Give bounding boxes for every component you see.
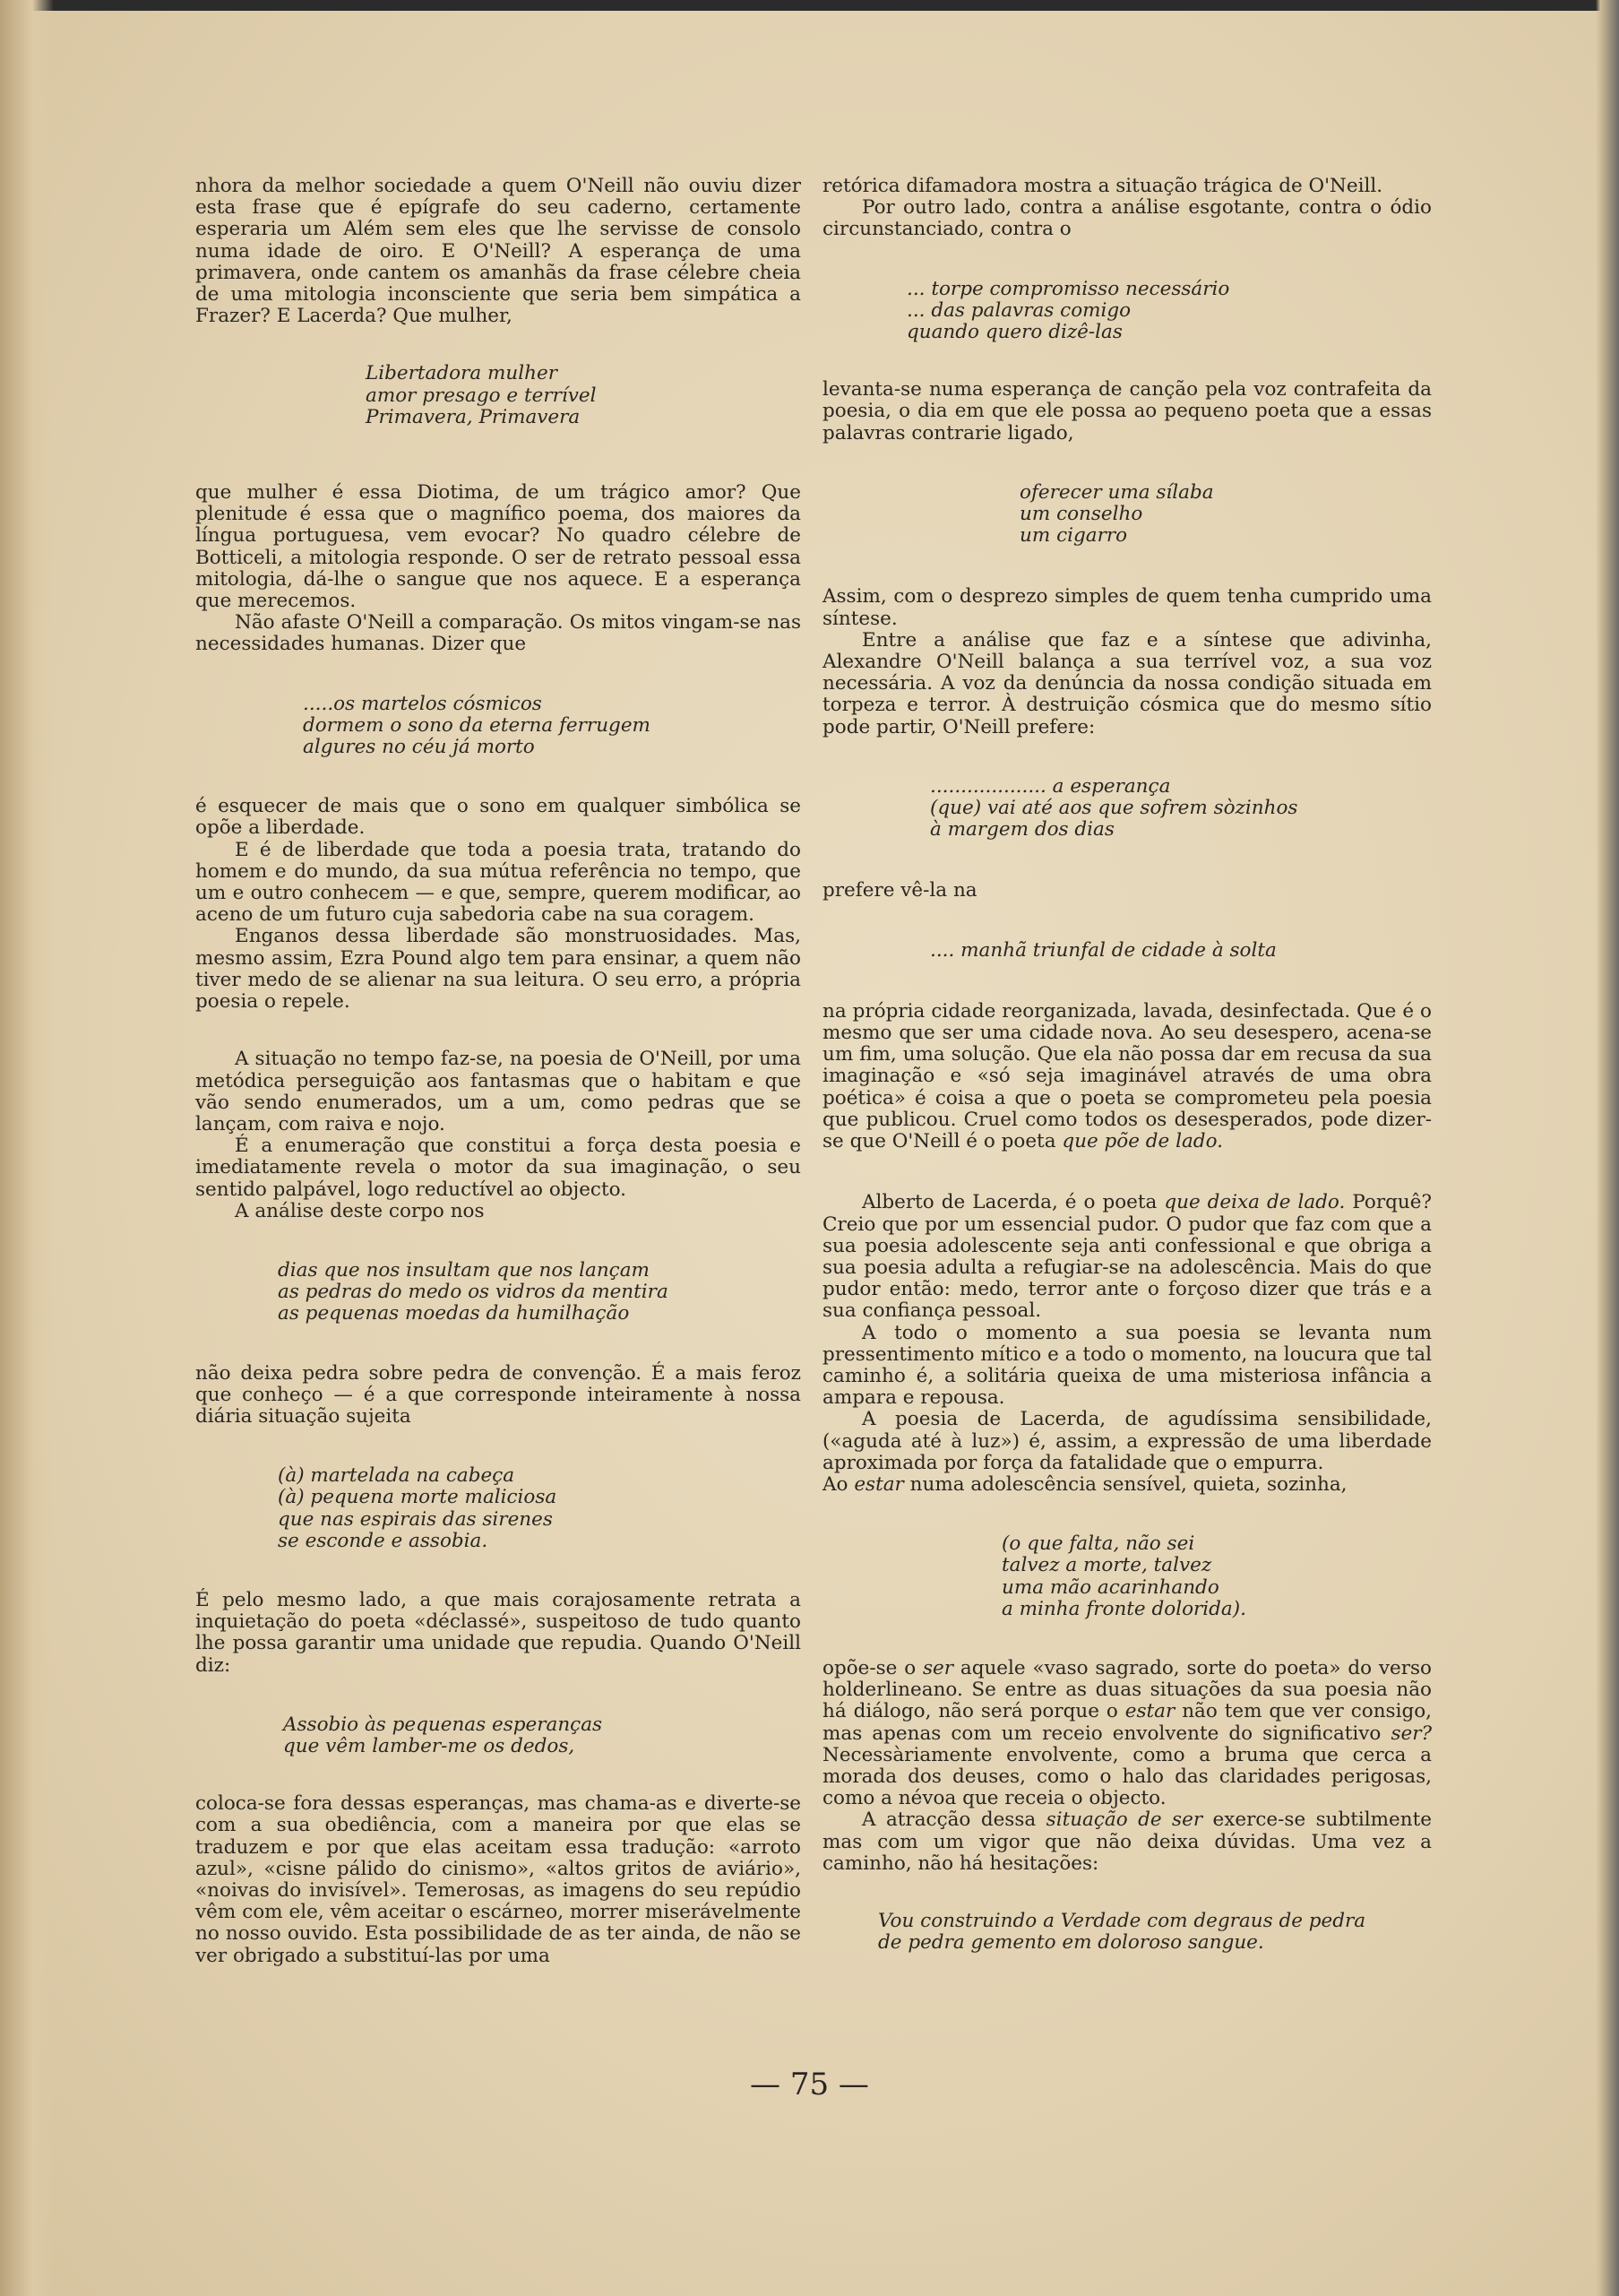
paragraph: A atracção dessa situação de ser exerce-se subtilmente mas com um vigor que não deixa dúvidas. Uma vez a caminho, não há hesitações:: [822, 1808, 1432, 1875]
paragraph: Por outro lado, contra a análise esgotante, contra o ódio circunstanciado, contra o: [822, 196, 1432, 241]
verse-quote: .... manhã triunfal de cidade à solta: [930, 938, 1277, 962]
paragraph: nhora da melhor sociedade a quem O'Neill não ouviu dizer esta frase que é epígrafe do seu caderno, certamente esperaria um Além sem eles que lhe servisse de consolo numa idade de oiro. E O'Neill? A esperança de uma primavera, onde cantem os amanhãs da frase célebre cheia de uma mitologia inconsciente que seria bem simpática a Frazer? E Lacerda? Que mulher,: [195, 175, 801, 328]
paragraph: A análise deste corpo nos: [235, 1199, 485, 1222]
paragraph: É pelo mesmo lado, a que mais corajosamente retrata a inquietação do poeta «déclassé», suspeitoso de tudo quanto lhe possa garantir uma unidade que repudia. Quando O'Neill diz:: [195, 1588, 801, 1677]
verse-quote: oferecer uma sílaba um conselho um cigarro: [1020, 480, 1214, 548]
paragraph: Assim, com o desprezo simples de quem tenha cumprido uma síntese.: [822, 585, 1432, 630]
paragraph: retórica difamadora mostra a situação trágica de O'Neill.: [822, 175, 1383, 197]
paragraph: Entre a análise que faz e a síntese que adivinha, Alexandre O'Neill balança a sua terrível voz, a sua voz necessária. A voz da denúncia da nossa condição situada em torpeza e terror. À destruição cósmica que do mesmo sítio pode partir, O'Neill prefere:: [822, 628, 1432, 738]
verse-quote: (à) martelada na cabeça (à) pequena morte maliciosa que nas espirais das sirenes se esconde e assobia.: [278, 1464, 557, 1552]
paragraph: A poesia de Lacerda, de agudíssima sensibilidade, («aguda até à luz») é, assim, a expressão de uma liberdade aproximada por força da fatalidade que o empurra.: [822, 1408, 1432, 1474]
verse-quote: dias que nos insultam que nos lançam as pedras do medo os vidros da mentira as pequenas moedas da humilhação: [278, 1258, 668, 1325]
paragraph: prefere vê-la na: [822, 879, 977, 902]
left-column: [195, 176, 801, 1967]
paragraph: A situação no tempo faz-se, na poesia de O'Neill, por uma metódica perseguição aos fantasmas que o habitam e que vão sendo enumerados, um a um, como pedras que se lançam, com raiva e nojo.: [195, 1048, 801, 1135]
paragraph: coloca-se fora dessas esperanças, mas chama-as e diverte-se com a sua obediência, com a maneira por que elas se traduzem e por que elas aceitam essa tradução: «arroto azul», «cisne pálido do cinismo», «altos gritos de aviário», «noivas do invisível». Temerosas, as imagens do seu repúdio vêm com ele, vêm aceitar o escárneo, morrer miserávelmente no nosso ouvido. Esta possibilidade de as ter ainda, de não se ver obrigado a substituí-las por uma: [195, 1792, 801, 1967]
paragraph: É a enumeração que constitui a força desta poesia e imediatamente revela o motor da sua imaginação, o seu sentido palpável, logo reductível ao objecto.: [195, 1135, 801, 1201]
paragraph: opõe-se o ser aquele «vaso sagrado, sorte do poeta» do verso holderlineano. Se entre as duas situações da sua poesia não há diálogo, não será porque o estar não tem que ver consigo, mas apenas com um receio envolvente do significativo ser? Necessàriamente envolvente, como a bruma que cerca a morada dos deuses, como o halo das claridades perigosas, como a névoa que receia o objecto.: [822, 1656, 1433, 1810]
verse-quote: Libertadora mulher amor presago e terrível Primavera, Primavera: [366, 362, 597, 428]
verse-quote: (o que falta, não sei talvez a morte, talvez uma mão acarinhando a minha fronte dolorida).: [1002, 1532, 1246, 1620]
page-edge-shadow: [1596, 0, 1619, 2296]
verse-quote: ................... a esperança (que) vai até aos que sofrem sòzinhos à margem dos dias: [930, 774, 1298, 842]
scan-top-border: [0, 0, 1619, 11]
paragraph: na própria cidade reorganizada, lavada, desinfectada. Que é o mesmo que ser uma cidade nova. Ao seu desespero, acena-se um fim, uma solução. Que ela não possa dar em recusa da sua imaginação e «só seja imaginável através de uma obra poética» é coisa a que o poeta se comprometeu pela poesia que publicou. Cruel como todos os desesperados, pode dizer-se que O'Neill é o poeta que põe de lado.: [822, 999, 1432, 1153]
paragraph: Enganos dessa liberdade são monstruosidades. Mas, mesmo assim, Ezra Pound algo tem para ensinar, a quem não tiver medo de se alienar na sua leitura. O seu erro, a própria poesia o repele.: [195, 925, 801, 1014]
verse-quote: Assobio às pequenas esperanças que vêm lamber-me os dedos,: [283, 1713, 603, 1757]
paragraph: A todo o momento a sua poesia se levanta num pressentimento mítico e a todo o momento, na loucura que tal caminho é, a solitária queixa de uma misteriosa infância a ampara e repousa.: [822, 1321, 1432, 1410]
paragraph: é esquecer de mais que o sono em qualquer simbólica se opõe a liberdade.: [195, 795, 801, 840]
verse-quote: ... torpe compromisso necessário ... das palavras comigo quando quero dizê-las: [907, 277, 1230, 344]
verse-quote: .....os martelos cósmicos dormem o sono da eterna ferrugem algures no céu já morto: [303, 692, 650, 759]
paragraph: Alberto de Lacerda, é o poeta que deixa de lado. Porquê? Creio que por um essencial pudor. O pudor que faz com que a sua poesia adolescente seja anti confessional e que obriga a sua poesia adulta a refugiar-se na adolescência. Mais do que pudor então: medo, terror ante o forçoso dizer que trás e a sua confiança pessoal.: [822, 1191, 1432, 1323]
page-number: — 75 —: [750, 2067, 869, 2102]
paragraph: que mulher é essa Diotima, de um trágico amor? Que plenitude é essa que o magnífico poema, dos maiores da língua portuguesa, vem evocar? No quadro célebre de Botticeli, a mitologia responde. O ser de retrato pessoal essa mitologia, dá-lhe o sangue que nos aquece. E a esperança que merecemos.: [195, 481, 801, 613]
binding-shadow: [0, 0, 54, 2296]
right-column: [822, 176, 1432, 1954]
paragraph: Ao estar numa adolescência sensível, quieta, sozinha,: [822, 1472, 1348, 1496]
paragraph: levanta-se numa esperança de canção pela voz contrafeita da poesia, o dia em que ele possa ao pequeno poeta que a essas palavras contrarie ligado,: [822, 378, 1432, 445]
paragraph: não deixa pedra sobre pedra de convenção. É a mais feroz que conheço — é a que corresponde inteiramente à nossa diária situação sujeita: [195, 1361, 801, 1428]
paragraph: Não afaste O'Neill a comparação. Os mitos vingam-se nas necessidades humanas. Dizer que: [195, 611, 801, 656]
verse-quote: Vou construindo a Verdade com degraus de pedra de pedra gemento em doloroso sangue.: [878, 1909, 1366, 1955]
paragraph: E é de liberdade que toda a poesia trata, tratando do homem e do mundo, da sua mútua referência no tempo, que um e outro conhecem — e que, sempre, querem modificar, ao aceno de um futuro cuja sabedoria cabe na sua coragem.: [195, 838, 801, 927]
